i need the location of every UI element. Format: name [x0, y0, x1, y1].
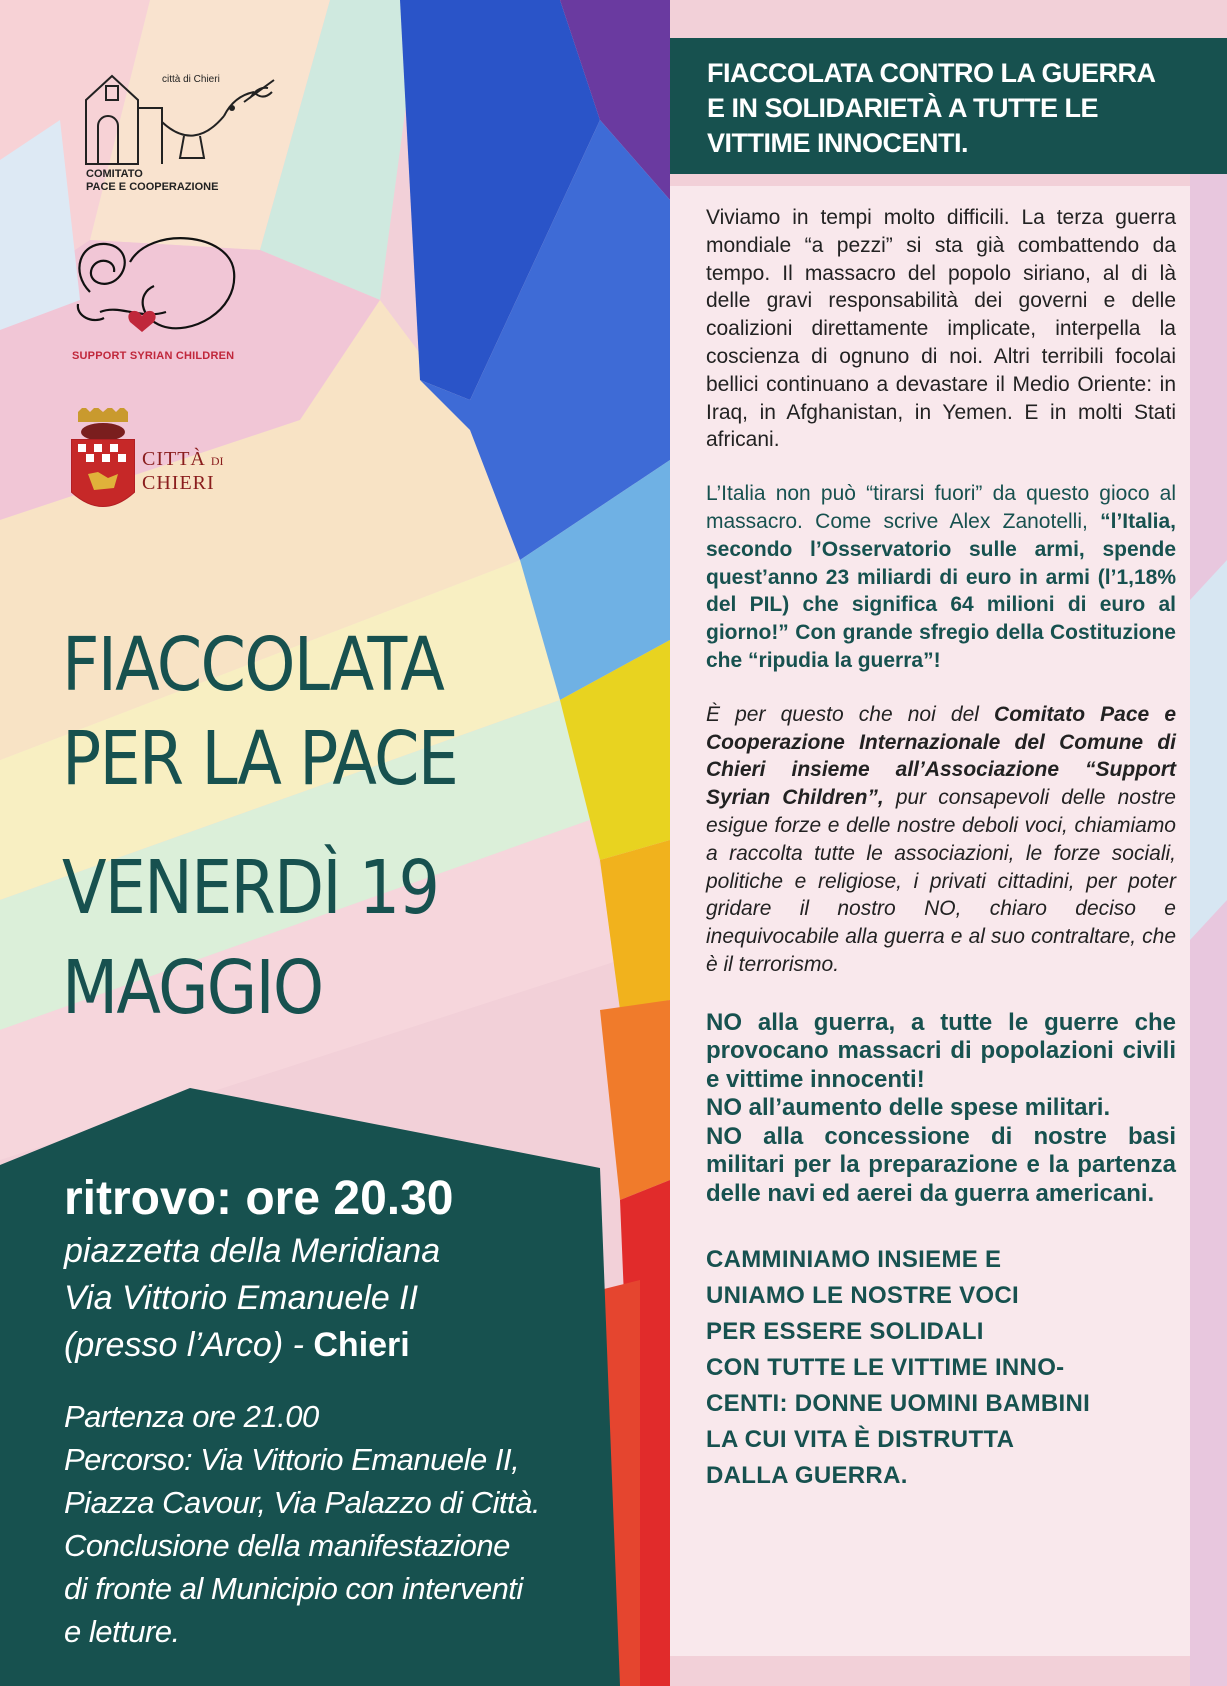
support-syrian-children-logo	[70, 232, 250, 362]
paragraph-appeal-rest: pur consapevoli delle nostre esigue forze e delle nostre deboli voci, chiamiamo a raccolta tutte le associazioni, le forze sociali, politiche e religiose, i privati cittadini, per poter gridare il nostro NO, chiaro deciso e inequivocabile alla guerra e al suo contraltare, che è il terrorismo.	[706, 786, 1176, 976]
no-statement: NO alla concessione di nostre basi militari per la preparazione e la partenza delle navi ed aerei da guerra americani.	[706, 1122, 1176, 1207]
route-line: Percorso: Via Vittorio Emanuele II,	[64, 1442, 520, 1477]
route-line: di fronte al Municipio con interventi	[64, 1571, 523, 1606]
closing-call	[706, 1242, 1176, 1494]
closing-line: UNIAMO LE NOSTRE VOCI	[706, 1282, 1019, 1310]
no-statement: NO alla guerra, a tutte le guerre che provocano massacri di popolazioni civili e vittime innocenti!	[706, 1008, 1176, 1093]
comitato-caption-line2: PACE E COOPERAZIONE	[86, 181, 219, 193]
meeting-place-line1: piazzetta della Meridiana	[64, 1232, 441, 1270]
no-statement: NO all’aumento delle spese militari.	[706, 1094, 1111, 1122]
chieri-caption-citta: CITTÀ	[142, 448, 206, 470]
meeting-time: ritrovo: ore 20.30	[64, 1172, 454, 1225]
paragraph-italia-intro: L’Italia non può “tirarsi fuori” da questo gioco al massacro. Come scrive Alex Zanotelli,	[706, 482, 1176, 533]
closing-line: CON TUTTE LE VITTIME INNO-	[706, 1354, 1065, 1382]
comitato-emblem-icon	[84, 72, 294, 172]
meeting-place-arco: (presso l’Arco) -	[64, 1326, 314, 1364]
route-line: Piazza Cavour, Via Palazzo di Città.	[64, 1485, 540, 1520]
closing-line: PER ESSERE SOLIDALI	[706, 1318, 984, 1346]
event-title-line2: PER LA PACE	[62, 716, 458, 802]
event-date-line2: MAGGIO	[62, 945, 323, 1031]
header-line1: FIACCOLATA CONTRO LA GUERRA	[707, 58, 1156, 88]
meeting-place-line3	[64, 1322, 624, 1369]
route-line: e letture.	[64, 1614, 180, 1649]
event-title-line1: FIACCOLATA	[62, 622, 444, 708]
comitato-pace-logo	[84, 72, 294, 202]
paragraph-appeal-organizers: Comitato Pace e Cooperazione Internazionale del Comune di Chieri insieme all’Associazione “Support Syrian Children”,	[706, 702, 1177, 810]
closing-line: DALLA GUERRA.	[706, 1462, 908, 1490]
ssc-emblem-icon	[70, 232, 250, 344]
header-line3: VITTIME INNOCENTI.	[707, 128, 968, 158]
text-column	[670, 186, 1190, 1656]
paragraph-intro: Viviamo in tempi molto difficili. La terza guerra mondiale “a pezzi” si sta già combattendo da tempo. Il massacro del popolo siriano, al di là delle gravi responsabilità dei governi e delle coalizioni direttamente implicate, interpella la coscienza di ognuno di noi. Altri terribili focolai bellici continuano a devastare il Medio Oriente: in Iraq, in Afghanistan, in Yemen. E in molti Stati africani.	[706, 206, 1176, 452]
comitato-caption-line1: COMITATO	[86, 168, 143, 180]
paragraph-italia-quote: “l’Italia, secondo l’Osservatorio sulle armi, spende quest’anno 23 miliardi di euro in armi (l’1,18% del PIL) che significa 64 milioni di euro al giorno!” Con grande sfregio della Costituzione che “ripudia la guerra”!	[706, 509, 1176, 672]
event-date	[62, 838, 520, 1038]
meeting-info	[64, 1170, 624, 1653]
event-date-line1: VENERDÌ 19	[62, 845, 439, 931]
no-statements	[706, 1009, 1176, 1209]
route-line: Conclusione della manifestazione	[64, 1528, 510, 1563]
meeting-route	[64, 1395, 624, 1653]
chieri-caption	[142, 448, 224, 494]
meeting-place-line2: Via Vittorio Emanuele II	[64, 1279, 419, 1317]
event-title	[62, 618, 520, 806]
ssc-caption: SUPPORT SYRIAN CHILDREN	[72, 350, 235, 362]
comitato-caption	[86, 168, 218, 194]
citta-di-chieri-logo	[68, 408, 248, 528]
chieri-coat-of-arms-icon	[68, 408, 138, 524]
chieri-caption-chieri: CHIERI	[142, 472, 215, 494]
route-line: Partenza ore 21.00	[64, 1399, 319, 1434]
closing-line: CENTI: DONNE UOMINI BAMBINI	[706, 1390, 1091, 1418]
paragraph-italia	[706, 480, 1176, 675]
comitato-small-title: città di Chieri	[162, 74, 220, 85]
paragraph-appeal-start: È per questo che noi del	[706, 702, 995, 726]
header-banner	[670, 38, 1227, 174]
closing-line: CAMMINIAMO INSIEME E	[706, 1246, 1002, 1274]
meeting-place-city: Chieri	[313, 1326, 410, 1364]
closing-line: LA CUI VITA È DISTRUTTA	[706, 1426, 1015, 1454]
header-line2: E IN SOLIDARIETÀ A TUTTE LE	[707, 93, 1098, 123]
paragraph-appeal	[706, 701, 1176, 979]
text-column-content	[706, 204, 1176, 1494]
chieri-caption-di: DI	[210, 454, 224, 468]
